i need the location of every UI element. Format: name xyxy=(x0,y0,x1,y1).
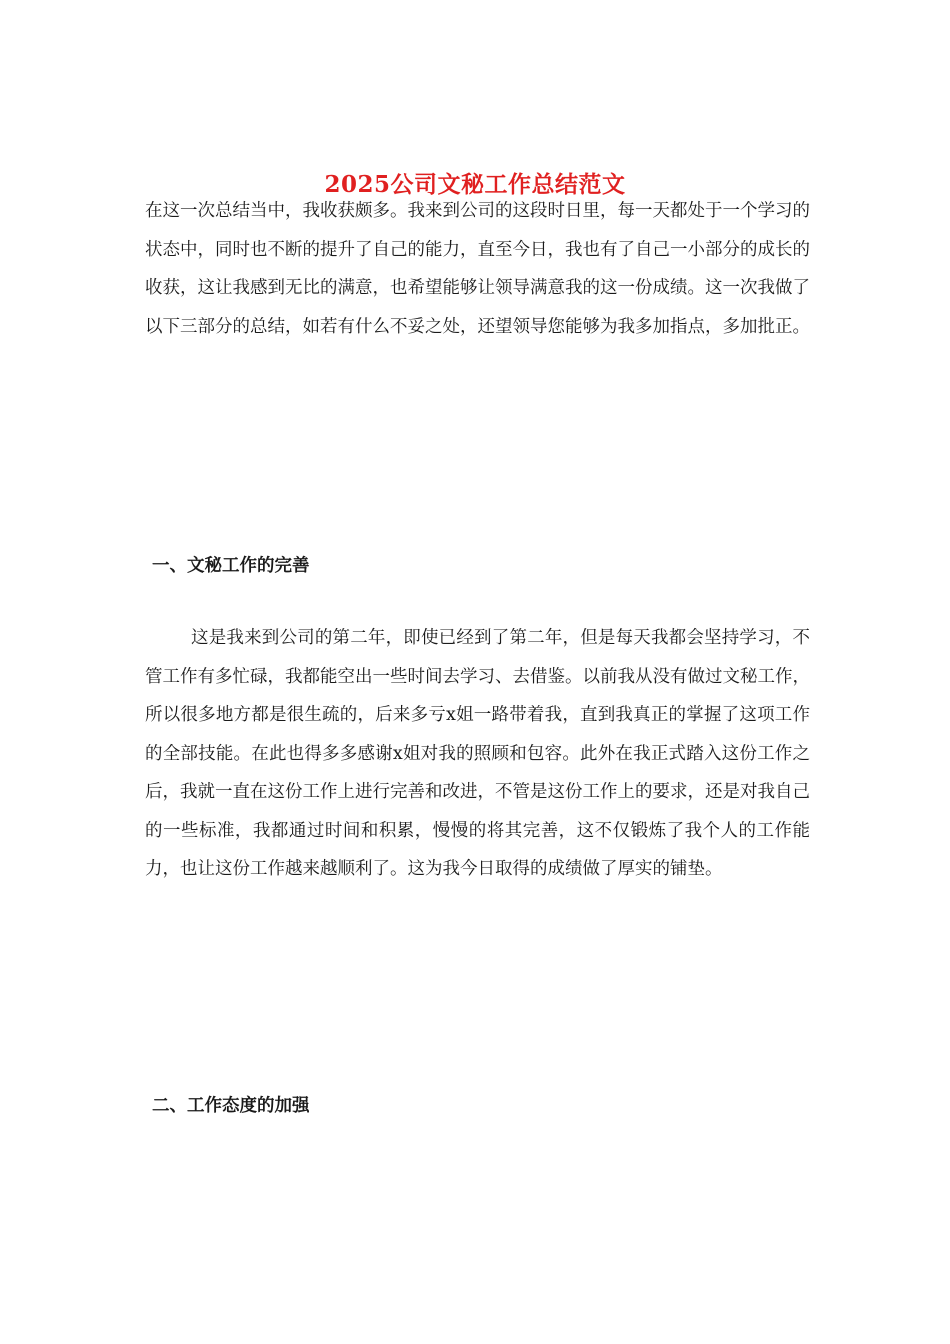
section-heading-1: 一、文秘工作的完善 xyxy=(152,556,310,576)
document-title: 2025公司文秘工作总结范文 xyxy=(324,171,626,199)
section-body-1: 这是我来到公司的第二年，即使已经到了第二年，但是每天我都会坚持学习，不管工作有多忙碌，我都能空出一些时间去学习、去借鉴。以前我从没有做过文秘工作，所以很多地方都是很生疏的，后来多亏x姐一路带着我，直到我真正的掌握了这项工作的全部技能。在此也得多多感谢x姐对我的照顾和包容。此外在我正式踏入这份工作之后，我就一直在这份工作上进行完善和改进，不管是这份工作上的要求，还是对我自己的一些标准，我都通过时间和积累，慢慢的将其完善，这不仅锻炼了我个人的工作能力，也让这份工作越来越顺利了。这为我今日取得的成绩做了厚实的铺垫。 xyxy=(145,628,810,879)
intro-paragraph: 在这一次总结当中，我收获颇多。我来到公司的这段时日里，每一天都处于一个学习的状态中，同时也不断的提升了自己的能力，直至今日，我也有了自己一小部分的成长的收获，这让我感到无比的满意，也希望能够让领导满意我的这一份成绩。这一次我做了以下三部分的总结，如若有什么不妥之处，还望领导您能够为我多加指点，多加批正。 xyxy=(145,201,810,337)
section-heading-2: 二、工作态度的加强 xyxy=(152,1096,310,1116)
